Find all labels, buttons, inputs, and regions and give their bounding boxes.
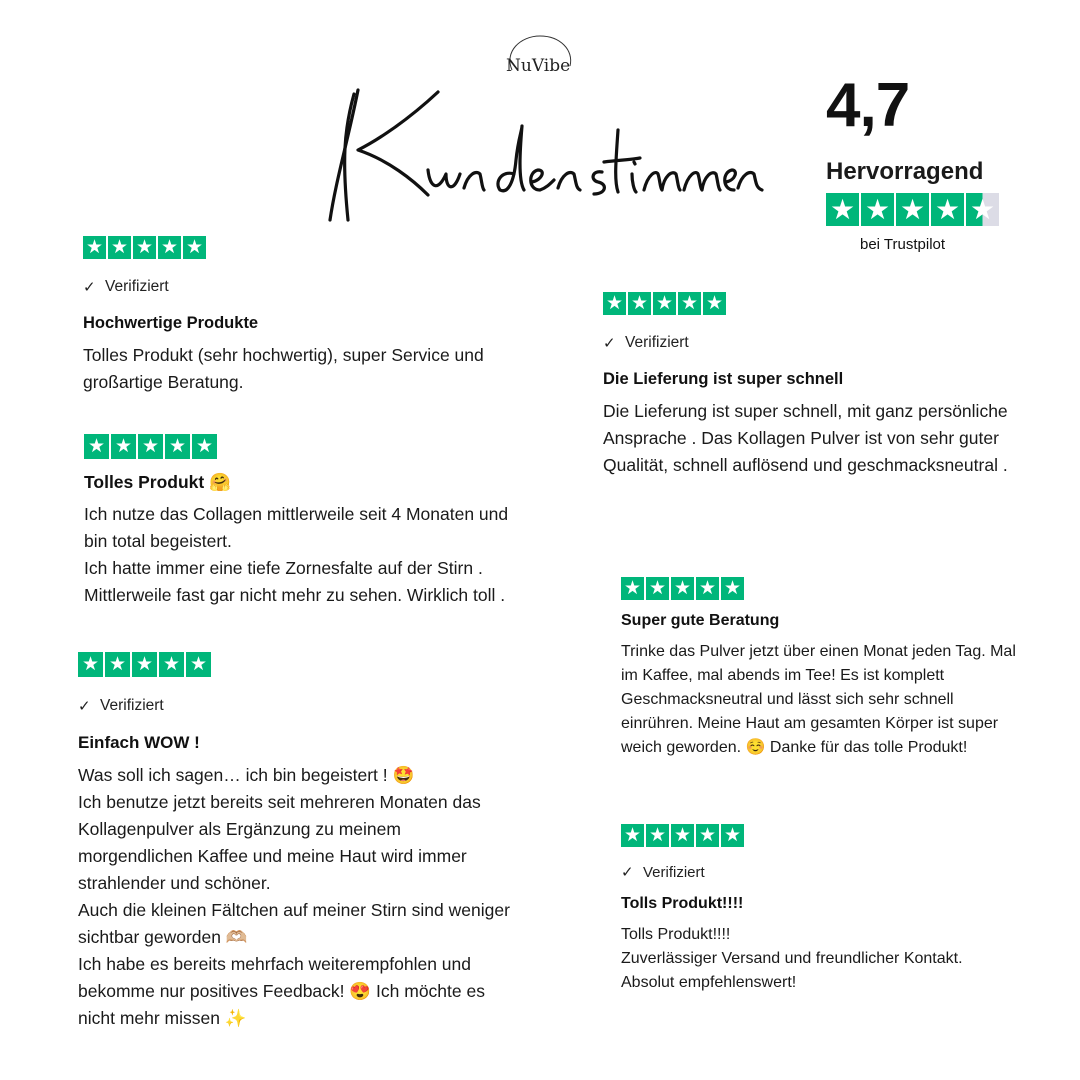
verified-label: Verifiziert (625, 334, 689, 351)
star-icon: ★ (696, 577, 719, 600)
star-icon: ★ (646, 577, 669, 600)
logo-text: NuVibe (506, 56, 571, 76)
star-icon: ★ (132, 652, 157, 677)
star-icon: ★ (826, 193, 859, 226)
star-icon: ★ (111, 434, 136, 459)
review-stars (603, 292, 1063, 315)
page-title (318, 70, 768, 240)
verified-label: Verifiziert (100, 697, 164, 714)
star-icon: ★ (628, 292, 651, 315)
star-icon: ★ (192, 434, 217, 459)
review-title: Tolles Produkt 🤗 (84, 472, 231, 492)
verified-badge (78, 697, 598, 715)
verified-label: Verifiziert (105, 278, 169, 295)
star-icon: ★ (671, 824, 694, 847)
star-icon: ★ (696, 824, 719, 847)
star-icon: ★ (703, 292, 726, 315)
verified-label: Verifiziert (643, 863, 705, 881)
star-icon: ★ (861, 193, 894, 226)
review-stars (78, 652, 598, 677)
star-icon: ★ (671, 577, 694, 600)
review-card (621, 824, 1061, 995)
star-icon: ★ (721, 824, 744, 847)
check-icon: ✓ (78, 698, 91, 715)
review-card (603, 292, 1063, 479)
star-icon: ★ (896, 193, 929, 226)
verified-badge (621, 863, 1061, 881)
review-stars (621, 824, 1061, 847)
star-icon: ★ (138, 434, 163, 459)
rating-stars (826, 193, 999, 226)
rating-score: 4,7 (826, 71, 910, 140)
half-star-icon: ★ (966, 193, 999, 226)
review-title: Hochwertige Produkte (83, 314, 259, 332)
review-title: Einfach WOW ! (78, 733, 200, 752)
star-icon: ★ (653, 292, 676, 315)
star-icon: ★ (133, 236, 156, 259)
star-icon: ★ (158, 236, 181, 259)
check-icon: ✓ (83, 279, 96, 296)
rating-source: bei Trustpilot (860, 236, 946, 253)
review-body: Tolls Produkt!!!! Zuverlässiger Versand und freundlicher Kontakt. Absolut empfehlenswert! (621, 926, 963, 991)
check-icon: ✓ (621, 864, 634, 881)
review-stars (84, 434, 604, 459)
review-title: Super gute Beratung (621, 612, 780, 629)
verified-badge (603, 334, 1063, 352)
star-icon: ★ (678, 292, 701, 315)
star-icon: ★ (78, 652, 103, 677)
verified-badge (83, 278, 583, 296)
star-icon: ★ (721, 577, 744, 600)
review-stars (621, 577, 1071, 600)
star-icon: ★ (165, 434, 190, 459)
star-icon: ★ (931, 193, 964, 226)
review-title: Tolls Produkt!!!! (621, 895, 744, 912)
review-card (78, 652, 598, 1032)
review-card (621, 577, 1071, 760)
check-icon: ✓ (603, 335, 616, 352)
review-card (84, 434, 604, 609)
rating-label: Hervorragend (826, 158, 984, 185)
review-title: Die Lieferung ist super schnell (603, 370, 844, 388)
star-icon: ★ (159, 652, 184, 677)
star-icon: ★ (646, 824, 669, 847)
star-icon: ★ (621, 824, 644, 847)
star-icon: ★ (603, 292, 626, 315)
review-card (83, 236, 583, 396)
star-icon: ★ (105, 652, 130, 677)
star-icon: ★ (84, 434, 109, 459)
review-body: Was soll ich sagen… ich bin begeistert ! 🤩 Ich benutze jetzt bereits seit mehreren Monaten das Kollagenpulver als Ergänzung zu meinem morgendlichen Kaffee und meine Haut wird immer strahlender und schöner. Auch die kleinen Fältchen auf meiner Stirn sind weniger sichtbar geworden 🫶🏼 Ich habe es bereits mehrfach weiterempfohlen und bekomme nur positives Feedback! 😍 Ich möchte es nicht mehr missen ✨ (78, 765, 510, 1028)
star-icon: ★ (83, 236, 106, 259)
star-icon: ★ (183, 236, 206, 259)
review-body: Trinke das Pulver jetzt über einen Monat jeden Tag. Mal im Kaffee, mal abends im Tee! Es ist komplett Geschmacksneutral und lässt sich sehr schnell einrühren. Meine Haut am gesamten Körper ist super weich geworden. ☺️ Danke für das tolle Produkt! (621, 643, 1016, 756)
review-stars (83, 236, 583, 259)
review-body: Ich nutze das Collagen mittlerweile seit 4 Monaten und bin total begeistert. Ich hatte immer eine tiefe Zornesfalte auf der Stirn . Mittlerweile fast gar nicht mehr zu sehen. Wirklich toll . (84, 504, 509, 605)
review-body: Die Lieferung ist super schnell, mit ganz persönliche Ansprache . Das Kollagen Pulver ist von sehr guter Qualität, schnell auflösend und geschmacksneutral . (603, 401, 1008, 475)
star-icon: ★ (186, 652, 211, 677)
star-icon: ★ (108, 236, 131, 259)
review-body: Tolles Produkt (sehr hochwertig), super Service und großartige Beratung. (83, 345, 484, 392)
star-icon: ★ (621, 577, 644, 600)
